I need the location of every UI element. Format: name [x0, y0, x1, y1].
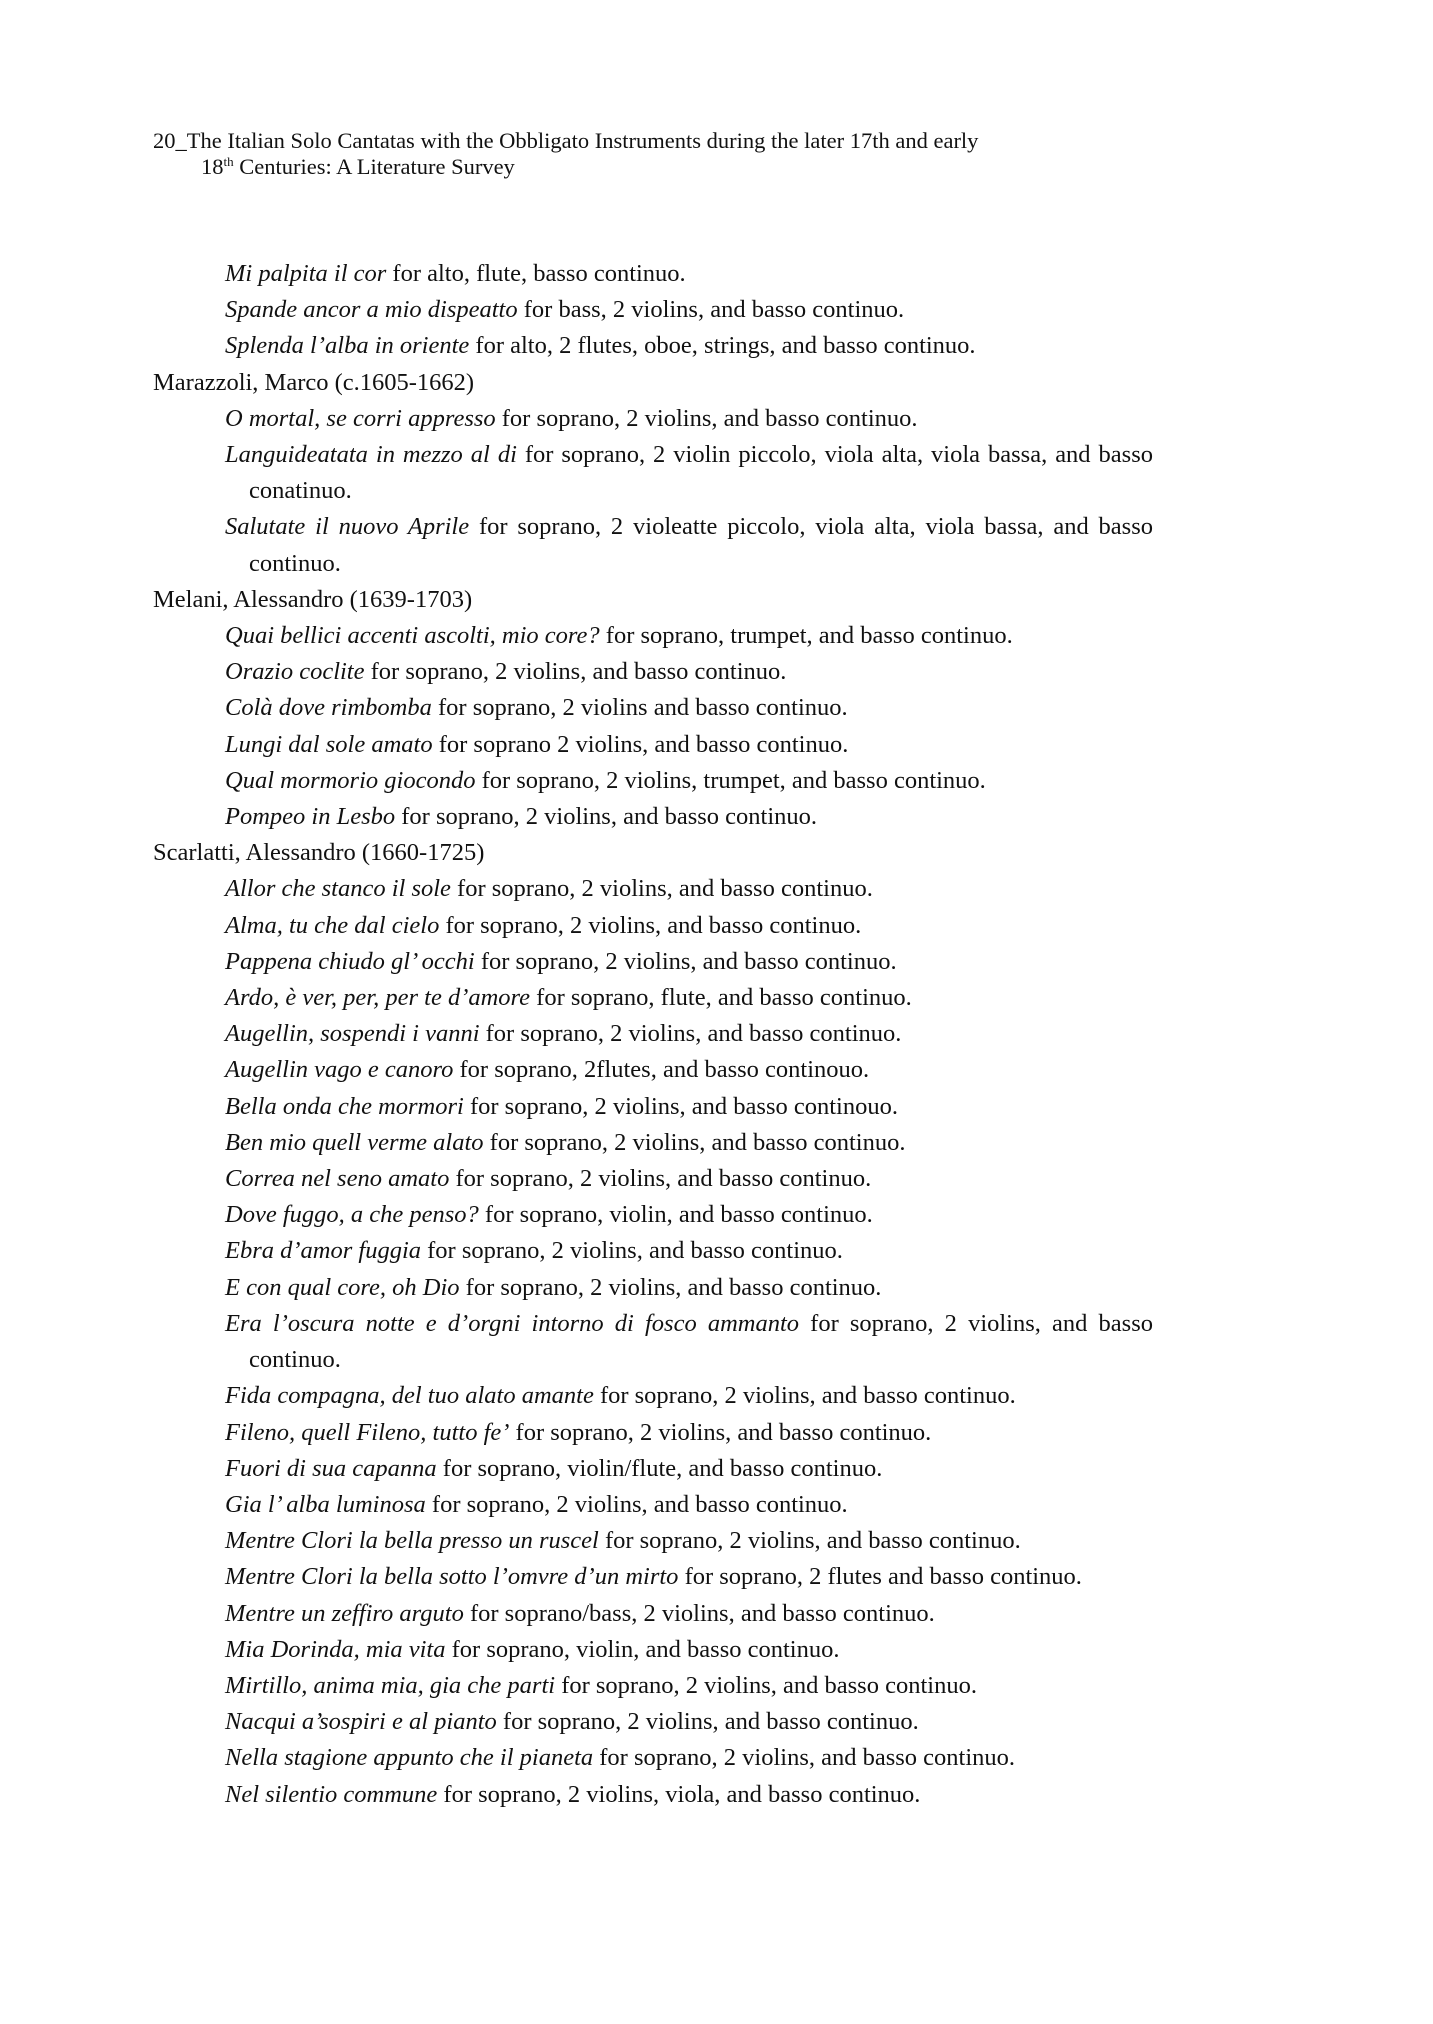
cantata-entry	[153, 1270, 1153, 1306]
cantata-title: Mia Dorinda, mia vita	[225, 1635, 446, 1663]
cantata-entry	[153, 763, 1153, 799]
cantata-entry	[153, 1632, 1153, 1668]
cantata-entry	[153, 908, 1153, 944]
cantata-entry	[153, 1052, 1153, 1088]
cantata-scoring: for soprano, 2 violins, and basso continuo.	[496, 1708, 919, 1736]
cantata-scoring: for soprano, flute, and basso continuo.	[530, 984, 912, 1012]
cantata-title: Era l’oscura notte e d’orgni intorno di fosco ammanto	[225, 1309, 800, 1337]
cantata-title: Fuori di sua capanna	[225, 1454, 437, 1482]
cantata-entry	[153, 1125, 1153, 1161]
cantata-scoring: for soprano, 2 violins, and basso continuo.	[439, 911, 862, 939]
cantata-title: Augellin, sospendi i vanni	[225, 1020, 480, 1048]
cantata-entry	[153, 1415, 1153, 1451]
cantata-scoring: for soprano, 2 violins and basso continuo.	[431, 694, 848, 722]
cantata-title: Bella onda che mormori	[225, 1092, 464, 1120]
cantata-title: Mirtillo, anima mia, gia che parti	[225, 1671, 556, 1699]
cantata-scoring: for soprano/bass, 2 violins, and basso continuo.	[463, 1599, 935, 1627]
cantata-scoring: for soprano, 2 violins, and basso continuo.	[421, 1237, 843, 1265]
cantata-scoring: for soprano, violin, and basso continuo.	[478, 1201, 873, 1229]
cantata-scoring: for soprano, 2 violins, and basso continuo.	[459, 1273, 882, 1301]
cantata-title: Fida compagna, del tuo alato amante	[225, 1382, 594, 1410]
cantata-scoring: for soprano, 2 violins, and basso continuo.	[364, 658, 787, 686]
header-superscript: th	[223, 154, 234, 169]
cantata-scoring: for bass, 2 violins, and basso continuo.	[517, 296, 905, 324]
cantata-title: Mentre Clori la bella sotto l’omvre d’un mirto	[225, 1563, 679, 1591]
cantata-entry	[153, 256, 1153, 292]
cantata-entry	[153, 401, 1153, 437]
cantata-scoring: for soprano, 2 violins, and basso continuo.	[495, 404, 918, 432]
cantata-entry	[153, 1089, 1153, 1125]
cantata-title: Allor che stanco il sole	[225, 875, 451, 903]
cantata-title: Quai bellici accenti ascolti, mio core?	[225, 622, 600, 650]
cantata-scoring: for soprano, 2 violin piccolo, viola alta, viola bassa, and basso conatinuo.	[249, 441, 1153, 505]
cantata-title: Nel silentio commune	[225, 1780, 438, 1808]
header-subtitle: Centuries: A Literature Survey	[233, 154, 515, 179]
cantata-entry	[153, 1161, 1153, 1197]
cantata-entry	[153, 980, 1153, 1016]
cantata-scoring: for soprano, 2 violins, and basso continuo.	[449, 1165, 872, 1193]
cantata-scoring: for alto, 2 flutes, oboe, strings, and basso continuo.	[469, 332, 976, 360]
cantata-scoring: for soprano, 2 violins, viola, and basso continuo.	[437, 1780, 921, 1808]
cantata-entry	[153, 1378, 1153, 1414]
cantata-title: Pompeo in Lesbo	[225, 803, 396, 831]
cantata-scoring: for soprano, 2 flutes and basso continuo.	[678, 1563, 1082, 1591]
cantata-title: Spande ancor a mio dispeatto	[225, 296, 518, 324]
running-header-line-2	[153, 154, 1153, 180]
cantata-scoring: for soprano, 2 violins, and basso continuo.	[593, 1382, 1016, 1410]
cantata-scoring: for soprano, violin, and basso continuo.	[445, 1635, 840, 1663]
cantata-title: E con qual core, oh Dio	[225, 1273, 460, 1301]
cantata-scoring: for soprano, 2 violins, and basso continuo.	[483, 1128, 906, 1156]
cantata-title: Pappena chiudo gl’ occhi	[225, 947, 475, 975]
cantata-entry	[153, 437, 1153, 509]
composer-heading: Marazzoli, Marco (c.1605-1662)	[153, 368, 475, 396]
cantata-scoring: for soprano, trumpet, and basso continuo.	[599, 622, 1013, 650]
cantata-title: Mentre un zeffiro arguto	[225, 1599, 464, 1627]
cantata-entry	[153, 1704, 1153, 1740]
cantata-entry	[153, 690, 1153, 726]
cantata-scoring: for soprano 2 violins, and basso continuo.	[432, 730, 849, 758]
cantata-entry	[153, 1668, 1153, 1704]
cantata-scoring: for soprano, 2 violins, and basso continuo.	[450, 875, 873, 903]
cantata-title: Augellin vago e canoro	[225, 1056, 454, 1084]
cantata-catalog	[153, 256, 1153, 1813]
cantata-scoring: for soprano, 2 violins, and basso continuo.	[479, 1020, 902, 1048]
cantata-entry	[153, 1306, 1153, 1378]
cantata-entry	[153, 1016, 1153, 1052]
cantata-title: Ardo, è ver, per, per te d’amore	[225, 984, 531, 1012]
cantata-title: Nella stagione appunto che il pianeta	[225, 1744, 594, 1772]
cantata-scoring: for soprano, 2 violins, and basso continuo.	[249, 1309, 1153, 1374]
cantata-entry	[153, 1523, 1153, 1559]
cantata-entry	[153, 1451, 1153, 1487]
cantata-scoring: for soprano, 2 violins, and basso continuo.	[395, 803, 818, 831]
cantata-entry	[153, 1233, 1153, 1269]
cantata-title: Lungi dal sole amato	[225, 730, 433, 758]
cantata-entry	[153, 799, 1153, 835]
cantata-scoring: for soprano, 2 violins, trumpet, and basso continuo.	[475, 766, 986, 794]
cantata-scoring: for soprano, 2 violeatte piccolo, viola alta, viola bassa, and basso continuo.	[249, 513, 1153, 577]
cantata-entry	[153, 509, 1153, 581]
cantata-entry	[153, 871, 1153, 907]
cantata-scoring: for soprano, 2 violins, and basso continuo.	[509, 1418, 932, 1446]
cantata-entry	[153, 654, 1153, 690]
cantata-entry	[153, 328, 1153, 364]
cantata-title: Gia l’ alba luminosa	[225, 1490, 426, 1518]
running-header	[153, 128, 1153, 180]
cantata-scoring: for soprano, 2 violins, and basso continuo.	[474, 947, 897, 975]
cantata-title: Languideatata in mezzo al di	[225, 441, 517, 469]
cantata-scoring: for soprano, 2 violins, and basso continuo.	[555, 1671, 977, 1699]
composer-heading: Scarlatti, Alessandro (1660-1725)	[153, 839, 485, 867]
cantata-title: Salutate il nuovo Aprile	[225, 513, 470, 541]
header-century-number: 18	[201, 154, 224, 179]
cantata-title: Ben mio quell verme alato	[225, 1128, 484, 1156]
cantata-entry	[153, 727, 1153, 763]
cantata-entry	[153, 1740, 1153, 1776]
cantata-title: Qual mormorio giocondo	[225, 766, 476, 794]
cantata-title: Ebra d’amor fuggia	[225, 1237, 421, 1265]
cantata-scoring: for soprano, 2 violins, and basso continuo.	[598, 1527, 1021, 1555]
cantata-entry	[153, 1197, 1153, 1233]
cantata-entry	[153, 618, 1153, 654]
cantata-entry	[153, 292, 1153, 328]
cantata-entry	[153, 1777, 1153, 1813]
cantata-scoring: for soprano, violin/flute, and basso continuo.	[436, 1454, 883, 1482]
cantata-title: Mi palpita il cor	[225, 260, 387, 287]
cantata-entry	[153, 1487, 1153, 1523]
cantata-scoring: for soprano, 2 violins, and basso continuo.	[593, 1744, 1016, 1772]
cantata-title: Orazio coclite	[225, 658, 365, 686]
cantata-title: Splenda l’alba in oriente	[225, 332, 470, 360]
cantata-scoring: for soprano, 2 violins, and basso continuo.	[425, 1490, 848, 1518]
running-header-line-1: 20_The Italian Solo Cantatas with the Obbligato Instruments during the later 17th and early	[153, 128, 979, 153]
cantata-title: Fileno, quell Fileno, tutto fe’	[225, 1418, 510, 1446]
cantata-title: Correa nel seno amato	[225, 1165, 450, 1193]
cantata-entry	[153, 1596, 1153, 1632]
cantata-scoring: for soprano, 2flutes, and basso continouo.	[453, 1056, 870, 1084]
composer-heading: Melani, Alessandro (1639-1703)	[153, 585, 473, 613]
cantata-entry	[153, 1559, 1153, 1595]
cantata-title: Dove fuggo, a che penso?	[225, 1201, 479, 1229]
cantata-scoring: for soprano, 2 violins, and basso continouo.	[463, 1092, 898, 1120]
cantata-title: Nacqui a’sospiri e al pianto	[225, 1708, 497, 1736]
cantata-title: Alma, tu che dal cielo	[225, 911, 440, 939]
cantata-entry	[153, 944, 1153, 980]
cantata-title: O mortal, se corri appresso	[225, 404, 496, 432]
cantata-title: Colà dove rimbomba	[225, 694, 432, 722]
cantata-scoring: for alto, flute, basso continuo.	[386, 260, 686, 287]
cantata-title: Mentre Clori la bella presso un ruscel	[225, 1527, 599, 1555]
